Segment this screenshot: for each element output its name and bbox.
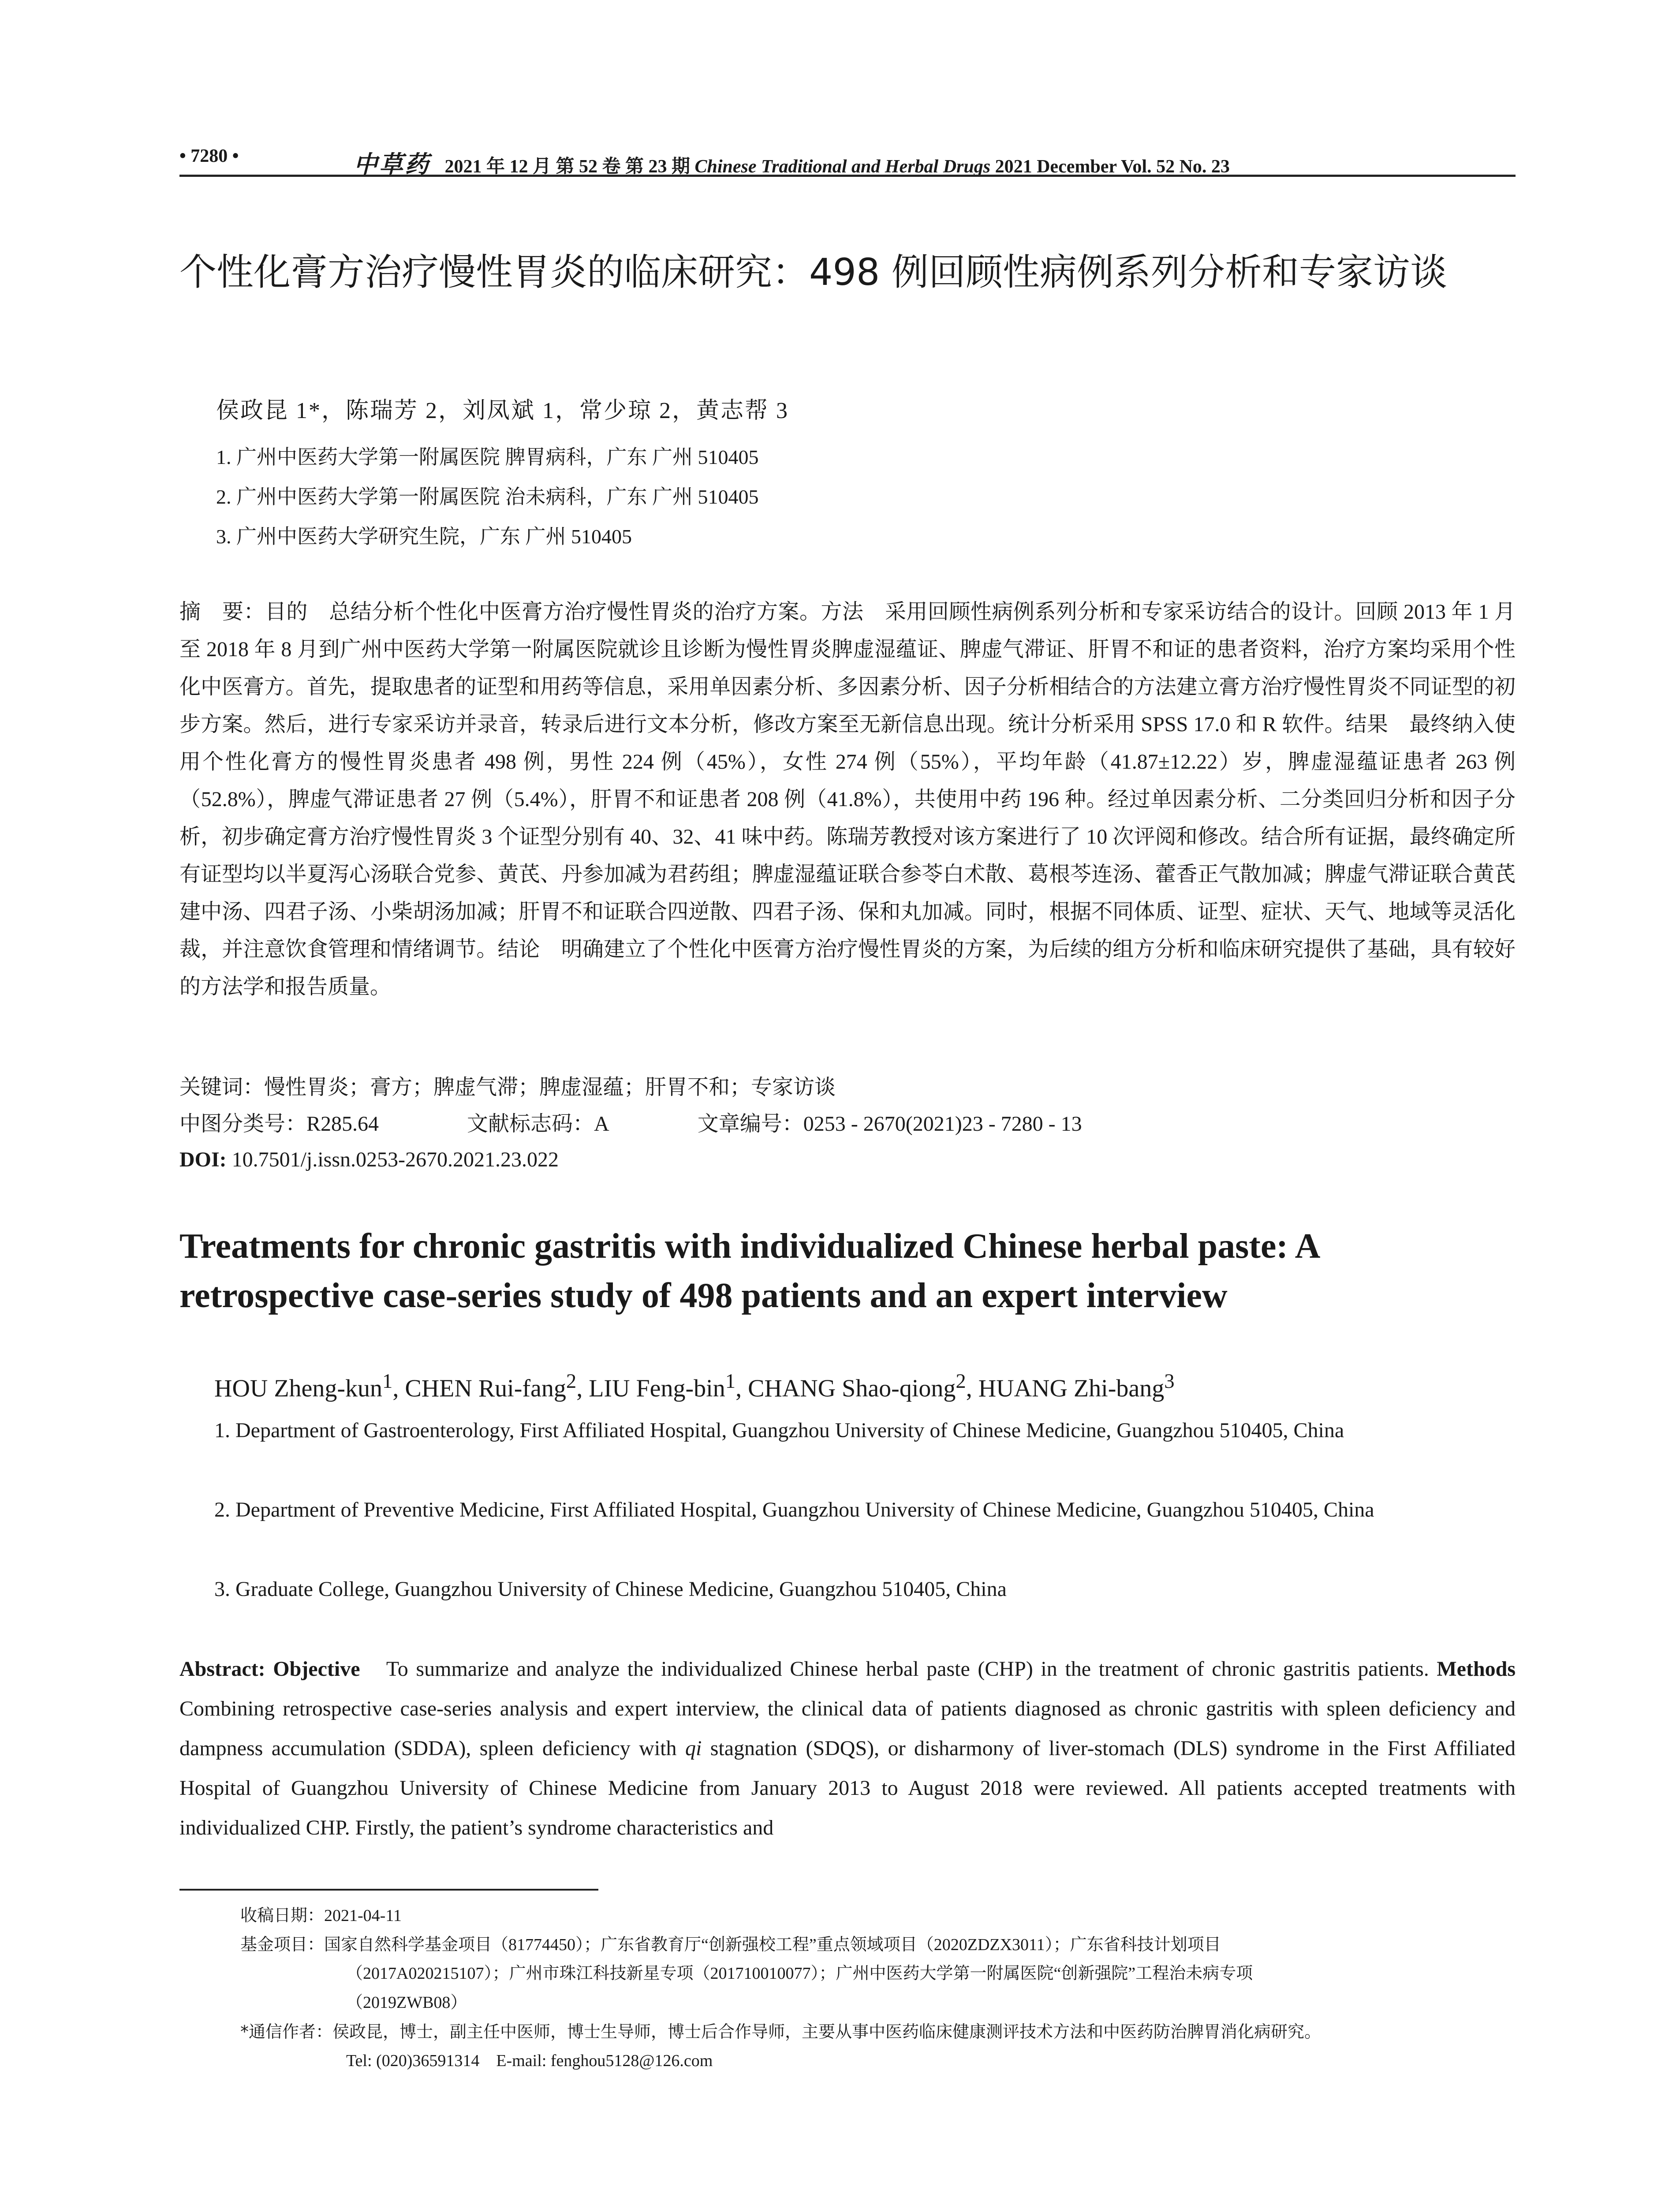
en-abstract-label: Abstract: — [179, 1657, 265, 1681]
header-rule — [179, 175, 1516, 177]
cn-objective-text: 总结分析个性化中医膏方治疗慢性胃炎的治疗方案。 — [329, 600, 821, 624]
doi-value: 10.7501/j.issn.0253-2670.2021.23.022 — [231, 1148, 559, 1171]
journal-en-issue: 2021 December Vol. 52 No. 23 — [995, 157, 1230, 177]
cn-affiliation-3: 3. 广州中医药大学研究生院，广东 广州 510405 — [216, 525, 632, 548]
keywords-label: 关键词： — [179, 1075, 265, 1099]
en-methods-text-b: stagnation (SDQS), or disharmony of liver-stomach (DLS) syndrome in the First Affiliated Hospital of Guangzhou University of Chinese Medicine from January 2013 to August 2018 were reviewed. All patients accepted treatments with individualized CHP. Firstly, the patient’s syndrome characteristics and — [179, 1737, 1516, 1839]
contact-info: Tel: (020)36591314 E-mail: fenghou5128@126.com — [346, 2052, 713, 2070]
journal-en-name: Chinese Traditional and Herbal Drugs — [694, 157, 991, 177]
clc-value: R285.64 — [306, 1112, 379, 1136]
cn-abstract-label: 摘 要： — [179, 599, 265, 624]
received-value: 2021-04-11 — [324, 1906, 402, 1925]
cn-conclusion-label: 结论 — [497, 937, 540, 961]
article-number-value: 0253 - 2670(2021)23 - 7280 - 13 — [803, 1112, 1082, 1136]
fund-line-2: （2017A020215107）；广州市珠江科技新星专项（201710010077）；广州中医药大学第一附属医院“创新强院”工程治未病专项 — [346, 1964, 1253, 1983]
corr-text: 侯政昆，博士，副主任中医师，博士生导师，博士后合作导师，主要从事中医药临床健康测评技术方法和中医药防治脾胃消化病研究。 — [332, 2023, 1322, 2041]
journal-cn-brand: 中草药 — [354, 151, 430, 178]
received-label: 收稿日期： — [240, 1906, 325, 1925]
fund-line-1: 国家自然科学基金项目（81774450）；广东省教育厅“创新强校工程”重点领域项目（2020ZDZX3011）；广东省科技计划项目 — [324, 1936, 1221, 1954]
running-header — [179, 146, 1516, 176]
en-methods-label: Methods — [1437, 1657, 1516, 1681]
cn-methods-text: 采用回顾性病例系列分析和专家采访结合的设计。回顾 2013 年 1 月至 2018 年 8 月到广州中医药大学第一附属医院就诊且诊断为慢性胃炎脾虚湿蕴证、脾虚气滞证、肝胃不和证的患者资料，治疗方案均采用个性化中医膏方。首先，提取患者的证型和用药等信息，采用单因素分析、多因素分析、因子分析相结合的方法建立膏方治疗慢性胃炎不同证型的初步方案。然后，进行专家采访并录音，转录后进行文本分析，修改方案至无新信息出现。统计分析采用 SPSS 17.0 和 R 软件。 — [179, 600, 1516, 736]
en-affiliation-2: 2. Department of Preventive Medicine, First Affiliated Hospital, Guangzhou University of Chinese Medicine, Guangzhou 510405, China — [214, 1498, 1374, 1521]
en-methods-qi: qi — [685, 1737, 702, 1760]
fund-label: 基金项目： — [240, 1935, 325, 1954]
cn-affiliation-2: 2. 广州中医药大学第一附属医院 治未病科，广东 广州 510405 — [216, 486, 759, 508]
doi-line — [179, 1142, 559, 1177]
corresponding-author — [240, 2017, 1321, 2047]
cn-authors: 侯政昆 1*，陈瑞芳 2，刘凤斌 1，常少琼 2，黄志帮 3 — [216, 398, 789, 423]
keywords-line — [179, 1069, 836, 1105]
journal-cn-issue: 2021 年 12 月 第 52 卷 第 23 期 — [444, 157, 691, 177]
cn-abstract — [179, 593, 1516, 1005]
footnote-rule — [179, 1889, 598, 1891]
cn-results-text: 最终纳入使用个性化膏方的慢性胃炎患者 498 例，男性 224 例（45%），女性 274 例（55%），平均年龄（41.87±12.22）岁，脾虚湿蕴证患者 263 例（52.8%），脾虚气滞证患者 27 例（5.4%），肝胃不和证患者 208 例（41.8%），共使用中药 196 种。经过单因素分析、二分类回归分析和因子分析，初步确定膏方治疗慢性胃炎 3 个证型分别有 40、32、41 味中药。陈瑞芳教授对该方案进行了 10 次评阅和修改。结合所有证据，最终确定所有证型均以半夏泻心汤联合党参、黄芪、丹参加减为君药组；脾虚湿蕴证联合参苓白术散、葛根芩连汤、藿香正气散加减；脾虚气滞证联合黄芪建中汤、四君子汤、小柴胡汤加减；肝胃不和证联合四逆散、四君子汤、保和丸加减。同时，根据不同体质、证型、症状、天气、地域等灵活化裁，并注意饮食管理和情绪调节。 — [179, 713, 1516, 961]
received-date — [240, 1901, 402, 1930]
doc-code-value: A — [594, 1112, 609, 1136]
clc-label: 中图分类号： — [179, 1111, 307, 1136]
en-affiliation-3: 3. Graduate College, Guangzhou University of Chinese Medicine, Guangzhou 510405, China — [214, 1577, 1007, 1601]
en-authors: HOU Zheng-kun$^1$, CHEN Rui-fang$^2$, LIU Feng-bin$^1$, CHANG Shao-qiong$^2$, HUANG Zhi-bang$^3$ — [214, 1370, 1175, 1402]
article-number-label: 文章编号： — [697, 1111, 803, 1136]
classification-line — [179, 1106, 1082, 1142]
en-objective-text: To summarize and analyze the individualized Chinese herbal paste (CHP) in the treatment of chronic gastritis patients. — [386, 1657, 1429, 1681]
en-objective-label: Objective — [273, 1657, 360, 1681]
en-title: Treatments for chronic gastritis with individualized Chinese herbal paste: A retrospective case-series study of 498 patients and an expert interview — [179, 1227, 1319, 1315]
cn-results-label: 结果 — [1345, 712, 1389, 736]
en-affiliation-1: 1. Department of Gastroenterology, First Affiliated Hospital, Guangzhou University of Chinese Medicine, Guangzhou 510405, China — [214, 1419, 1344, 1442]
en-methods-text-a: Combining retrospective case-series analysis and expert interview, the clinical data of patients diagnosed as chronic gastritis with spleen deficiency and dampness accumulation (SDDA), spleen deficiency with — [179, 1697, 1516, 1760]
cn-methods-label: 方法 — [821, 599, 864, 624]
cn-title: 个性化膏方治疗慢性胃炎的临床研究：498 例回顾性病例系列分析和专家访谈 — [179, 250, 1448, 294]
cn-conclusion-text: 明确建立了个性化中医膏方治疗慢性胃炎的方案，为后续的组方分析和临床研究提供了基础，具有较好的方法学和报告质量。 — [179, 938, 1516, 998]
doi-label: DOI: — [179, 1148, 227, 1171]
keywords-text: 慢性胃炎；膏方；脾虚气滞；脾虚湿蕴；肝胃不和；专家访谈 — [264, 1076, 836, 1099]
corr-label: *通信作者： — [240, 2022, 333, 2041]
cn-affiliation-1: 1. 广州中医药大学第一附属医院 脾胃病科，广东 广州 510405 — [216, 446, 759, 468]
cn-objective-label: 目的 — [265, 599, 308, 624]
page-number: • 7280 • — [179, 146, 239, 166]
doc-code-label: 文献标志码： — [467, 1111, 594, 1136]
fund-label-line — [240, 1930, 1221, 1959]
fund-line-3: （2019ZWB08） — [346, 1993, 467, 2012]
en-abstract — [179, 1649, 1516, 1848]
